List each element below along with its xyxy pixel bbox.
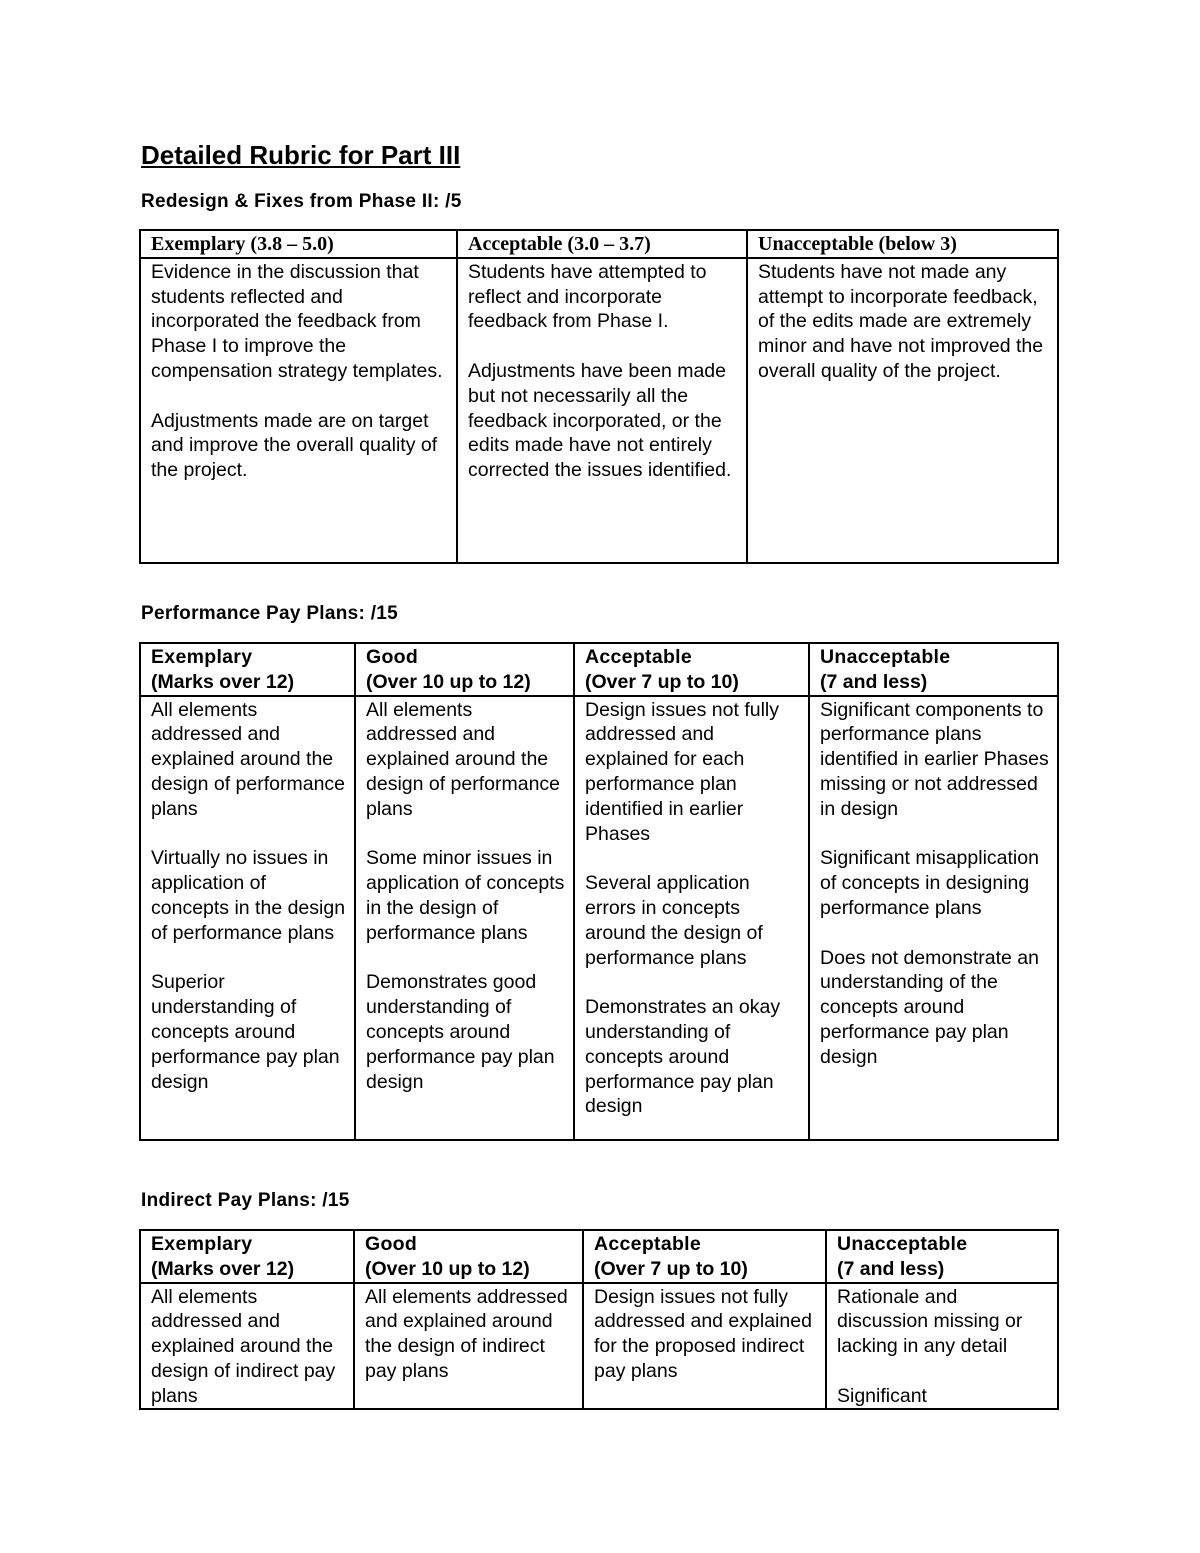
cell-text: Some minor issues in application of concepts in the design of performance plans bbox=[366, 847, 565, 944]
header-label: Unacceptable bbox=[837, 1233, 968, 1255]
cell-text: Adjustments have been made but not necessarily all the feedback incorporated, or the edits made have not entirely corrected the issues identified. bbox=[468, 359, 732, 482]
cell-unacceptable bbox=[747, 258, 1058, 563]
cell-exemplary bbox=[140, 696, 355, 1140]
table-row bbox=[140, 1283, 1058, 1409]
rubric-table-performance-pay bbox=[139, 642, 1059, 1141]
cell-text: Design issues not fully addressed and explained for each performance plan identified in earlier Phases bbox=[585, 698, 780, 845]
cell-text: Demonstrates good understanding of concepts around performance pay plan design bbox=[366, 971, 555, 1093]
rubric-table-indirect-pay bbox=[139, 1229, 1059, 1410]
header-cell-acceptable bbox=[583, 1230, 826, 1283]
cell-text: Several application errors in concepts around the design of performance plans bbox=[585, 872, 763, 969]
cell-text: Students have not made any attempt to incorporate feedback, of the edits made are extremely minor and have not improved the overall quality of the project. bbox=[758, 260, 1044, 382]
table-row bbox=[140, 258, 1058, 563]
header-label: Exemplary (3.8 – 5.0) bbox=[151, 233, 334, 255]
cell-text: Adjustments made are on target and improve the overall quality of the project. bbox=[151, 409, 438, 482]
table-header-row bbox=[140, 1230, 1058, 1283]
header-sublabel: (7 and less) bbox=[820, 670, 928, 693]
table-header-row bbox=[140, 230, 1058, 258]
cell-exemplary bbox=[140, 258, 457, 563]
header-label: Unacceptable bbox=[820, 646, 951, 668]
header-sublabel: (Over 10 up to 12) bbox=[365, 1257, 530, 1280]
header-cell-unacceptable bbox=[826, 1230, 1058, 1283]
header-sublabel: (Over 10 up to 12) bbox=[366, 670, 531, 693]
cell-exemplary bbox=[140, 1283, 354, 1409]
cell-text: Rationale and discussion missing or lacking in any detail bbox=[837, 1285, 1023, 1358]
header-cell-exemplary bbox=[140, 230, 457, 258]
cell-text: Students have attempted to reflect and incorporate feedback from Phase I. bbox=[468, 260, 707, 333]
header-sublabel: (Marks over 12) bbox=[151, 1257, 295, 1280]
cell-acceptable bbox=[574, 696, 809, 1140]
header-cell-unacceptable bbox=[809, 643, 1058, 696]
cell-text: Significant bbox=[837, 1384, 927, 1407]
rubric-table-redesign bbox=[139, 229, 1059, 564]
header-sublabel: (Over 7 up to 10) bbox=[585, 670, 739, 693]
header-sublabel: (Marks over 12) bbox=[151, 670, 295, 693]
header-cell-acceptable bbox=[457, 230, 747, 258]
header-cell-exemplary bbox=[140, 1230, 354, 1283]
section-heading-performance-pay: Performance Pay Plans: /15 bbox=[141, 603, 399, 624]
header-cell-exemplary bbox=[140, 643, 355, 696]
cell-text: All elements addressed and explained around the design of indirect pay plans bbox=[151, 1285, 336, 1407]
header-label: Acceptable bbox=[594, 1233, 702, 1255]
cell-acceptable bbox=[583, 1283, 826, 1409]
cell-acceptable bbox=[457, 258, 747, 563]
cell-text: Design issues not fully addressed and explained for the proposed indirect pay plans bbox=[594, 1285, 812, 1382]
header-label: Exemplary bbox=[151, 646, 253, 668]
header-cell-unacceptable bbox=[747, 230, 1058, 258]
cell-text: Demonstrates an okay understanding of concepts around performance pay plan design bbox=[585, 996, 781, 1118]
cell-text: All elements addressed and explained around the design of indirect pay plans bbox=[365, 1285, 568, 1382]
cell-text: Superior understanding of concepts around performance pay plan design bbox=[151, 971, 340, 1093]
cell-text: Significant misapplication of concepts in designing performance plans bbox=[820, 847, 1039, 919]
cell-text: Does not demonstrate an understanding of the concepts around performance pay plan design bbox=[820, 946, 1039, 1068]
header-label: Acceptable bbox=[585, 646, 693, 668]
header-sublabel: (7 and less) bbox=[837, 1257, 945, 1280]
cell-unacceptable bbox=[809, 696, 1058, 1140]
cell-text: Evidence in the discussion that students reflected and incorporated the feedback from Phase I to improve the compensation strategy templates. bbox=[151, 260, 443, 382]
header-cell-good bbox=[355, 643, 574, 696]
cell-good bbox=[354, 1283, 583, 1409]
header-sublabel: (Over 7 up to 10) bbox=[594, 1257, 748, 1280]
section-heading-indirect-pay: Indirect Pay Plans: /15 bbox=[141, 1190, 350, 1211]
cell-text: All elements addressed and explained around the design of performance plans bbox=[151, 698, 346, 820]
header-label: Good bbox=[366, 646, 419, 668]
cell-text: Virtually no issues in application of concepts in the design of performance plans bbox=[151, 847, 346, 944]
page-title: Detailed Rubric for Part III bbox=[141, 140, 461, 170]
header-label: Acceptable (3.0 – 3.7) bbox=[468, 233, 651, 255]
header-cell-acceptable bbox=[574, 643, 809, 696]
table-row bbox=[140, 696, 1058, 1140]
header-cell-good bbox=[354, 1230, 583, 1283]
header-label: Exemplary bbox=[151, 1233, 253, 1255]
cell-unacceptable bbox=[826, 1283, 1058, 1409]
table-header-row bbox=[140, 643, 1058, 696]
cell-text: All elements addressed and explained around the design of performance plans bbox=[366, 698, 561, 820]
header-label: Unacceptable (below 3) bbox=[758, 233, 957, 255]
header-label: Good bbox=[365, 1233, 418, 1255]
cell-good bbox=[355, 696, 574, 1140]
section-heading-redesign: Redesign & Fixes from Phase II: /5 bbox=[141, 191, 462, 212]
cell-text: Significant components to performance plans identified in earlier Phases missing or not addressed in design bbox=[820, 698, 1049, 820]
